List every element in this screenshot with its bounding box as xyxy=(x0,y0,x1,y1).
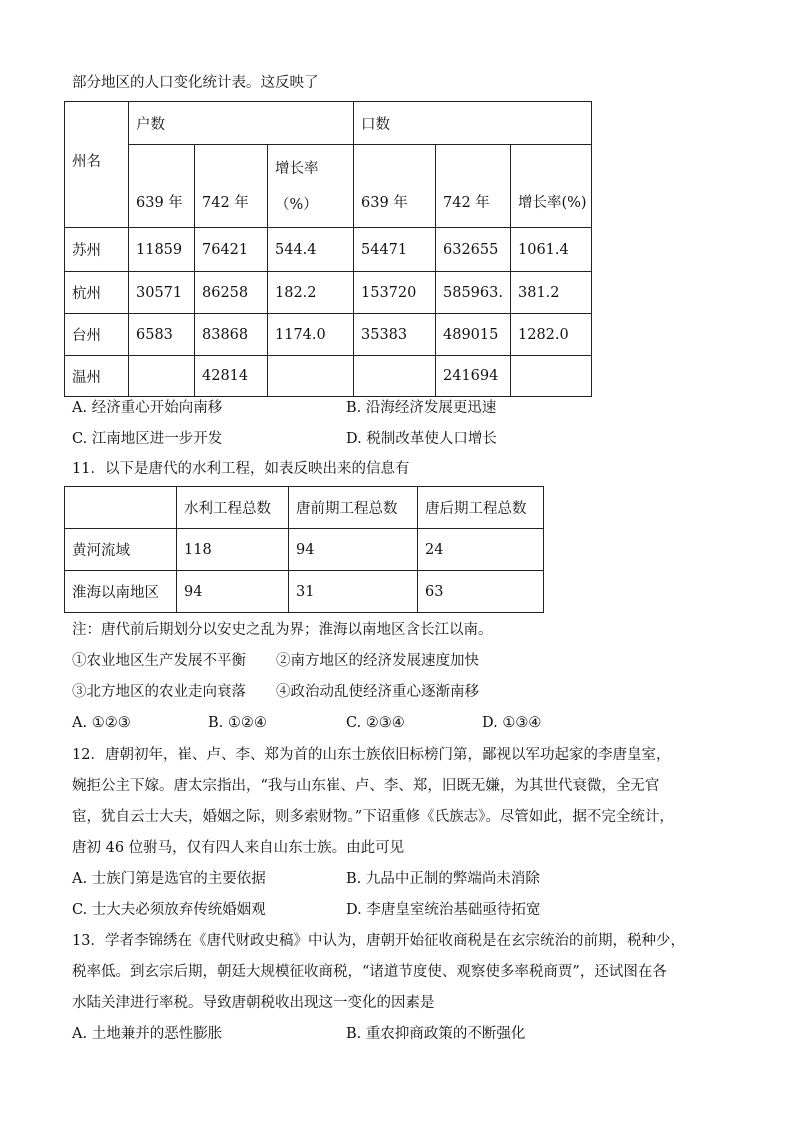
q12-option-c: C. 士大夫必须放弃传统婚姻观 xyxy=(72,902,266,918)
population-table xyxy=(64,101,592,397)
q12-line-3: 宦，犹自云士大夫，婚姻之际，则多索财物。”下诏重修《氏族志》。尽管如此，据不完全统计， xyxy=(72,809,674,825)
q11-option-a: A. ①②③ xyxy=(72,715,131,731)
q11-note: 注：唐代前后期划分以安史之乱为界；淮海以南地区含长江以南。 xyxy=(72,622,493,638)
kou-rate-header: 增长率(%) xyxy=(511,145,592,228)
q10-option-d: D. 税制改革使人口增长 xyxy=(346,431,497,447)
kou-742-header: 742 年 xyxy=(436,145,511,228)
q11-option-c: C. ②③④ xyxy=(346,715,405,731)
q11-statement-1: ①农业地区生产发展不平衡 xyxy=(72,653,246,669)
group-hu-header: 户数 xyxy=(129,102,354,145)
q13-line-3: 水陆关津进行率税。导致唐朝税收出现这一变化的因素是 xyxy=(72,995,435,1011)
late-header: 唐后期工程总数 xyxy=(418,487,544,529)
early-header: 唐前期工程总数 xyxy=(289,487,418,529)
hu-639-header: 639 年 xyxy=(129,145,195,228)
q12-option-a: A. 士族门第是选官的主要依据 xyxy=(72,871,266,887)
q11-stem: 11．以下是唐代的水利工程，如表反映出来的信息有 xyxy=(72,461,410,477)
q11-option-b: B. ①②④ xyxy=(208,715,267,731)
table-row: 温州 42814 241694 xyxy=(65,356,592,397)
q11-statement-4: ④政治动乱使经济重心逐渐南移 xyxy=(276,684,479,700)
q12-line-1: 12．唐朝初年，崔、卢、李、郑为首的山东士族依旧标榜门第，鄙视以军功起家的李唐皇室， xyxy=(72,747,671,763)
q10-option-b: B. 沿海经济发展更迅速 xyxy=(346,400,497,416)
kou-639-header: 639 年 xyxy=(354,145,436,228)
q10-option-a: A. 经济重心开始向南移 xyxy=(72,400,223,416)
table-row: 台州 6583 83868 1174.0 35383 489015 1282.0 xyxy=(65,314,592,356)
hu-rate-header: 增长率 （%） xyxy=(268,145,354,228)
q12-line-2: 婉拒公主下嫁。唐太宗指出，“我与山东崔、卢、李、郑，旧既无嫌，为其世代衰微，全无官 xyxy=(72,778,660,794)
table-row: 苏州 11859 76421 544.4 54471 632655 1061.4 xyxy=(65,228,592,272)
q13-line-2: 税率低。到玄宗后期，朝廷大规模征收商税，“诸道节度使、观察使多率税商贾”，还试图在各 xyxy=(72,964,667,980)
q13-line-1: 13．学者李锦绣在《唐代财政史稿》中认为，唐朝开始征收商税是在玄宗统治的前期，税种少， xyxy=(72,933,685,949)
q12-option-d: D. 李唐皇室统治基础亟待拓宽 xyxy=(346,902,541,918)
q11-option-d: D. ①③④ xyxy=(482,715,542,731)
intro-text: 部分地区的人口变化统计表。这反映了 xyxy=(72,75,319,91)
col-state-header: 州名 xyxy=(65,102,129,228)
water-works-table xyxy=(64,486,544,613)
table-row: 淮海以南地区 94 31 63 xyxy=(65,571,544,613)
hu-742-header: 742 年 xyxy=(195,145,268,228)
q12-line-4: 唐初 46 位驸马，仅有四人来自山东士族。由此可见 xyxy=(72,840,405,856)
q13-option-b: B. 重农抑商政策的不断强化 xyxy=(346,1026,526,1042)
table-row: 杭州 30571 86258 182.2 153720 585963. 381.2 xyxy=(65,272,592,314)
q13-option-a: A. 土地兼并的恶性膨胀 xyxy=(72,1026,223,1042)
q10-option-c: C. 江南地区进一步开发 xyxy=(72,431,223,447)
table-row: 黄河流域 118 94 24 xyxy=(65,529,544,571)
q11-statement-2: ②南方地区的经济发展速度加快 xyxy=(276,653,479,669)
q12-option-b: B. 九品中正制的弊端尚未消除 xyxy=(346,871,540,887)
group-kou-header: 口数 xyxy=(354,102,592,145)
blank-header-cell xyxy=(65,487,177,529)
q11-statement-3: ③北方地区的农业走向衰落 xyxy=(72,684,246,700)
total-header: 水利工程总数 xyxy=(177,487,289,529)
